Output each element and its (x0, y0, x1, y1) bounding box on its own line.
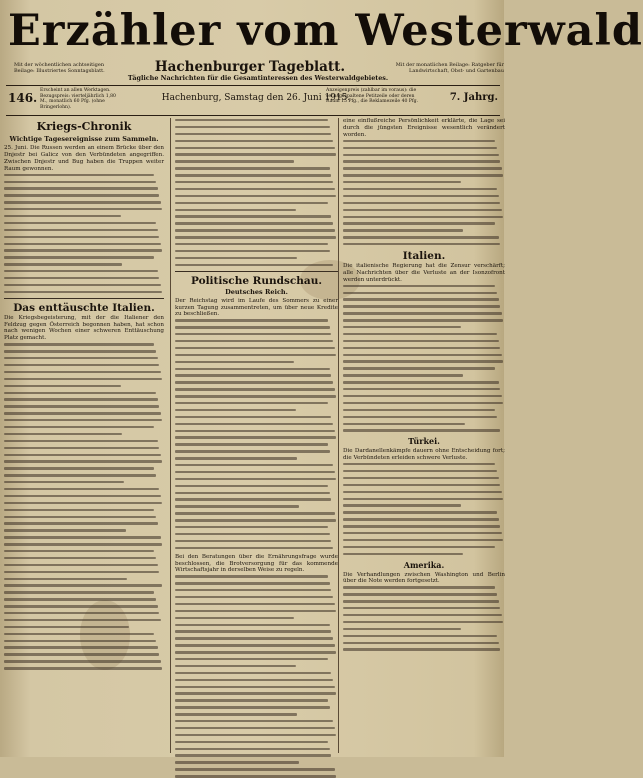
print-line (343, 340, 499, 342)
print-line (175, 250, 330, 252)
print-line (4, 398, 158, 400)
print-line (343, 614, 502, 616)
print-line (175, 768, 335, 770)
publication-info: Erscheint an allen Werktagen. Bezugspreis: vierteljährlich 1,80 M., monatlich 60 Pfg. (ohne Bringerlohn). (40, 88, 116, 110)
print-line (343, 525, 500, 527)
print-line (343, 305, 500, 307)
print-line (343, 360, 503, 362)
print-line (175, 457, 297, 459)
print-line (175, 748, 330, 750)
print-line (4, 516, 156, 518)
divider (4, 298, 164, 299)
print-line (4, 529, 126, 531)
print-line (175, 202, 328, 204)
print-line (343, 160, 500, 162)
print-line (343, 484, 500, 486)
print-line (4, 502, 162, 504)
print-line (343, 621, 503, 623)
print-line (4, 467, 154, 469)
print-line (343, 333, 497, 335)
print-line (343, 491, 502, 493)
print-line (343, 181, 461, 183)
print-line (175, 209, 296, 211)
print-line (343, 648, 500, 650)
print-line (343, 518, 499, 520)
politische-rundschau-heading: Politische Rundschau. (190, 274, 323, 287)
print-line (343, 600, 499, 602)
article-paragraph: 25. Juni. Die Russen werden an einem Brücke über den Dnjestr bei Galicz von den Verbündeten angegriffen. Zwischen Dnjestr und Bug haben die Truppen weiter Raum gewonnen. (4, 145, 164, 172)
print-line (175, 624, 330, 626)
print-line (175, 706, 330, 708)
print-line (343, 216, 503, 218)
print-line (343, 388, 500, 390)
print-line (4, 243, 161, 245)
print-line (343, 202, 500, 204)
print-line (343, 195, 499, 197)
print-line (175, 374, 331, 376)
left-note: Mit der wöchentlichen achtseitigen Beilage: Illustriertes Sonntagsblatt. (14, 62, 105, 74)
issue-number: 146. (8, 91, 38, 105)
print-line (343, 395, 502, 397)
print-line (4, 474, 156, 476)
print-line (343, 463, 495, 465)
print-line (175, 153, 336, 155)
print-line (4, 571, 159, 573)
print-line (175, 222, 333, 224)
print-line (175, 423, 333, 425)
print-line (4, 633, 154, 635)
print-line (175, 215, 331, 217)
print-line (175, 686, 335, 688)
print-line (343, 312, 502, 314)
print-line (4, 626, 129, 628)
print-line (343, 167, 502, 169)
print-line (4, 584, 162, 586)
print-line (175, 381, 333, 383)
print-line (343, 402, 503, 404)
print-line (343, 470, 497, 472)
print-line (175, 720, 333, 722)
print-line (175, 533, 330, 535)
print-line (4, 495, 161, 497)
print-line (4, 405, 159, 407)
section-heading-tuerkei: Türkei. (408, 436, 440, 447)
print-line (175, 485, 328, 487)
body-text-lines (343, 586, 505, 650)
print-line (175, 754, 331, 756)
print-line (4, 236, 159, 238)
print-line (4, 640, 156, 642)
print-line (175, 692, 336, 694)
print-line (175, 430, 335, 432)
print-line (175, 526, 328, 528)
print-line (4, 249, 162, 251)
body-text-lines (343, 463, 505, 555)
article-paragraph: Bei den Beratungen über die Ernährungsfrage wurde beschlossen, die Brotversorgung für das kommende Wirtschaftsjahr in derselben Weise zu regeln. (175, 553, 338, 574)
print-line (4, 454, 161, 456)
print-line (175, 347, 335, 349)
print-line (175, 147, 335, 149)
print-line (175, 596, 333, 598)
body-text-lines (343, 140, 505, 246)
print-line (343, 147, 497, 149)
print-line (175, 498, 331, 500)
print-line (175, 505, 299, 507)
print-line (175, 229, 335, 231)
print-line (343, 354, 502, 356)
print-line (343, 229, 463, 231)
dateline-bar (6, 85, 500, 116)
print-line (175, 243, 328, 245)
article-heading: Das enttäuschte Italien. (13, 301, 155, 314)
print-line (175, 727, 335, 729)
print-line (4, 222, 156, 224)
print-line (4, 270, 158, 272)
print-line (175, 333, 331, 335)
body-text-lines (4, 343, 164, 669)
print-line (4, 378, 162, 380)
print-line (175, 644, 335, 646)
print-line (4, 564, 158, 566)
print-line (4, 263, 122, 265)
print-line (4, 598, 156, 600)
print-line (4, 194, 159, 196)
body-text-lines (175, 119, 338, 266)
print-line (175, 257, 297, 259)
print-line (4, 536, 161, 538)
right-note: Mit der monatlichen Beilage: Ratgeber für Landwirtschaft, Obst- und Gartenbau (395, 62, 504, 74)
print-line (175, 589, 331, 591)
print-line (175, 443, 328, 445)
print-line (175, 464, 333, 466)
print-line (175, 133, 331, 135)
print-line (4, 667, 162, 669)
article-paragraph: Die italienische Regierung hat die Zensur verschärft; alle Nachrichten über die Verluste an der Isonzofront werden unterdrückt. (343, 262, 505, 283)
print-line (4, 343, 154, 345)
print-line (175, 761, 299, 763)
print-line (4, 481, 124, 483)
print-line (4, 426, 154, 428)
print-line (175, 610, 336, 612)
print-line (175, 395, 336, 397)
print-line (4, 612, 159, 614)
print-line (4, 522, 158, 524)
print-line (4, 350, 156, 352)
print-line (4, 357, 158, 359)
print-line (343, 593, 497, 595)
print-line (175, 658, 328, 660)
print-line (175, 471, 335, 473)
print-line (175, 512, 335, 514)
print-line (4, 488, 159, 490)
body-text-lines (343, 285, 505, 432)
print-line (4, 174, 154, 176)
print-line (175, 195, 336, 197)
body-text-lines (175, 319, 338, 549)
section-subheading: Deutsches Reich. (225, 287, 288, 296)
print-line (175, 575, 328, 577)
print-line (343, 628, 461, 630)
print-line (343, 188, 497, 190)
print-line (343, 347, 500, 349)
print-line (343, 477, 499, 479)
print-line (343, 285, 495, 287)
print-line (4, 291, 162, 293)
print-line (4, 215, 121, 217)
print-line (4, 433, 122, 435)
print-line (4, 509, 154, 511)
print-line (175, 126, 330, 128)
print-line (343, 553, 463, 555)
print-line (175, 340, 333, 342)
print-line (4, 412, 161, 414)
print-line (175, 679, 333, 681)
print-line (175, 119, 328, 121)
print-line (4, 660, 161, 662)
print-line (343, 642, 499, 644)
print-line (343, 174, 503, 176)
print-line (4, 385, 121, 387)
column-1 (4, 118, 164, 753)
print-line (343, 423, 465, 425)
print-line (175, 368, 330, 370)
volume-year: 7. Jahrg. (449, 92, 498, 103)
print-line (175, 478, 336, 480)
print-line (343, 222, 495, 224)
print-line (175, 140, 333, 142)
print-line (175, 582, 330, 584)
print-line (175, 188, 335, 190)
print-line (175, 492, 330, 494)
article-paragraph: Der Reichstag wird im Laufe des Sommers zu einer kurzen Tagung zusammentreten, um über neue Kredite zu beschließen. (175, 297, 338, 318)
print-line (343, 539, 503, 541)
print-line (4, 460, 162, 462)
print-line (343, 511, 497, 513)
print-line (175, 672, 331, 674)
print-line (343, 416, 497, 418)
print-line (343, 504, 461, 506)
body-text-lines (175, 575, 338, 777)
print-line (175, 547, 333, 549)
kriegs-chronik-heading: Kriegs-Chronik (36, 120, 132, 133)
print-line (4, 605, 158, 607)
body-text-lines (4, 174, 164, 294)
tagline: Tägliche Nachrichten für die Gesamtinteressen des Westerwaldgebietes. (127, 74, 389, 82)
print-line (175, 436, 336, 438)
print-line (175, 637, 333, 639)
print-line (343, 209, 502, 211)
print-line (4, 208, 162, 210)
print-line (4, 364, 159, 366)
print-line (343, 243, 500, 245)
print-line (4, 646, 158, 648)
divider (175, 271, 338, 272)
print-line (343, 607, 500, 609)
article-paragraph: eine einflußreiche Persönlichkeit erklärte, die Lage sei durch die jüngsten Ereignisse wesentlich verändert worden. (343, 118, 505, 138)
print-line (175, 450, 330, 452)
print-line (175, 713, 297, 715)
print-line (4, 557, 156, 559)
print-line (343, 374, 463, 376)
print-line (175, 603, 335, 605)
print-line (175, 354, 336, 356)
print-line (175, 361, 294, 363)
print-line (4, 277, 159, 279)
print-line (175, 775, 336, 777)
print-line (4, 229, 158, 231)
print-line (343, 498, 503, 500)
print-line (175, 160, 294, 162)
column-2 (170, 118, 338, 753)
print-line (175, 402, 328, 404)
print-line (343, 319, 503, 321)
print-line (175, 540, 331, 542)
print-line (175, 181, 333, 183)
column-3 (338, 118, 505, 753)
print-line (343, 586, 495, 588)
article-paragraph: Die Verhandlungen zwischen Washington und Berlin über die Note werden fortgesetzt. (343, 571, 505, 585)
print-line (175, 319, 328, 321)
print-line (175, 236, 336, 238)
print-line (175, 630, 331, 632)
print-line (343, 236, 499, 238)
print-line (175, 651, 336, 653)
print-line (175, 409, 296, 411)
print-line (4, 578, 127, 580)
print-line (343, 140, 495, 142)
section-heading-amerika: Amerika. (403, 559, 445, 570)
print-line (4, 392, 156, 394)
print-line (4, 371, 161, 373)
print-line (343, 326, 461, 328)
print-line (343, 298, 499, 300)
print-line (343, 635, 497, 637)
print-line (4, 619, 161, 621)
print-line (343, 429, 500, 431)
print-line (4, 543, 162, 545)
article-paragraph: Die Dardanellenkämpfe dauern ohne Entscheidung fort; die Verbündeten erleiden schwere Verluste. (343, 448, 505, 462)
print-line (4, 284, 161, 286)
print-line (4, 653, 159, 655)
print-line (175, 665, 296, 667)
print-line (175, 326, 330, 328)
ad-price-info: Anzeigenpreis (zahlbar im voraus): die sechsgespaltene Petitzeile oder deren Raum 15 Pfg., die Reklamezeile 40 Pfg. (326, 88, 419, 104)
print-line (175, 699, 328, 701)
print-line (4, 256, 154, 258)
print-line (4, 201, 161, 203)
print-line (343, 367, 495, 369)
print-line (175, 416, 331, 418)
masthead (8, 4, 643, 84)
print-line (343, 292, 497, 294)
print-line (4, 419, 162, 421)
print-line (343, 154, 499, 156)
print-line (4, 181, 156, 183)
print-line (175, 174, 331, 176)
print-line (4, 550, 154, 552)
kriegs-chronik-subheading: Wichtige Tagesereignisse zum Sammeln. (9, 135, 159, 143)
print-line (4, 440, 158, 442)
print-line (4, 187, 158, 189)
print-line (175, 264, 333, 266)
print-line (175, 388, 335, 390)
print-line (175, 741, 328, 743)
print-line (343, 381, 499, 383)
print-line (175, 617, 294, 619)
print-line (343, 532, 502, 534)
section-heading-italien: Italien. (402, 249, 446, 262)
print-line (175, 519, 336, 521)
print-line (4, 591, 154, 593)
print-line (343, 546, 495, 548)
article-paragraph: Die Kriegsbegeisterung, mit der die Italiener den Feldzug gegen Österreich begonnen haben, hat schon nach wenigen Wochen einer schweren Enttäuschung Platz gemacht. (4, 314, 164, 342)
issue-date: Hachenburg, Samstag den 26. Juni 1915. (161, 93, 351, 103)
print-line (343, 409, 495, 411)
print-line (175, 167, 330, 169)
print-line (4, 447, 159, 449)
print-line (175, 734, 336, 736)
newspaper-subtitle: Hachenburger Tageblatt. (154, 59, 346, 75)
newspaper-title: Erzähler vom Westerwald (8, 6, 643, 56)
